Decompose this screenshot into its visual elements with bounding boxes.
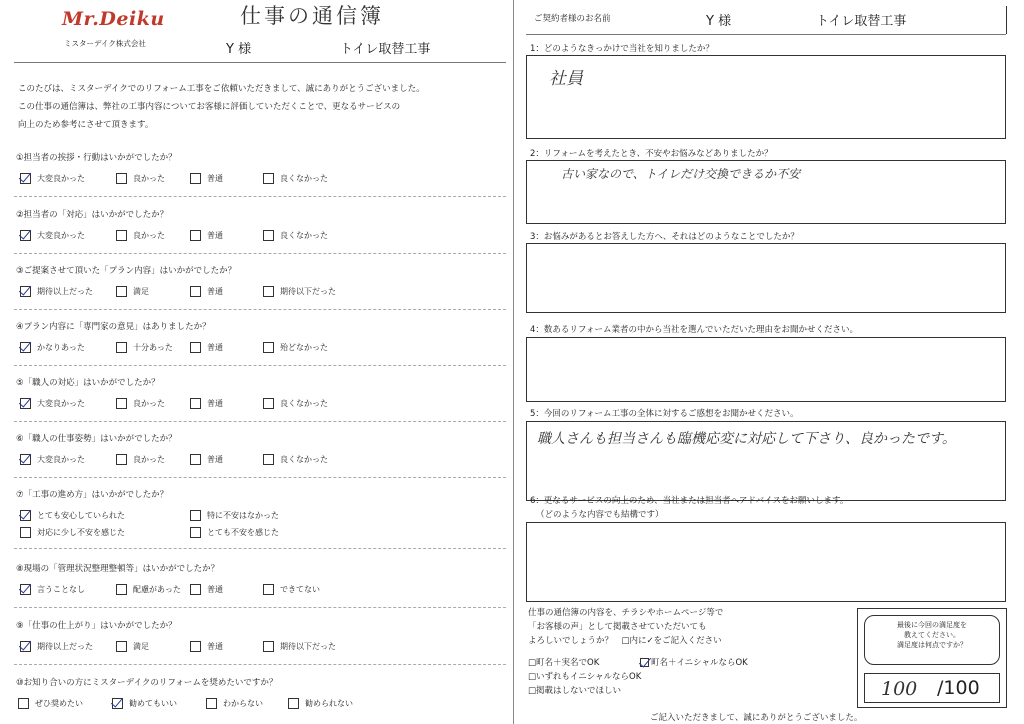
consent-option-2-checkbox[interactable] <box>640 658 649 667</box>
answer-option[interactable] <box>116 342 173 353</box>
answer-option-label: とても不安を感じた <box>207 528 279 537</box>
answer-option[interactable] <box>263 173 328 184</box>
answer-option[interactable] <box>190 527 279 538</box>
answer-option[interactable] <box>206 698 263 709</box>
question-4: 4：数あるリフォーム業者の中から当社を選んでいただいた理由をお聞かせください。 <box>530 325 858 335</box>
question-separator <box>14 607 506 608</box>
score-note-line: 最後に今回の満足度を <box>897 621 967 629</box>
answer-option-label: 大変良かった <box>37 174 85 183</box>
answer-option[interactable] <box>116 641 149 652</box>
checkbox[interactable] <box>18 698 29 709</box>
company-name: ミスターデイク株式会社 <box>64 39 146 48</box>
question-separator <box>14 548 506 549</box>
question-separator <box>14 253 506 254</box>
checkbox[interactable] <box>20 584 31 595</box>
checkbox[interactable] <box>190 173 201 184</box>
answer-option-label: 良かった <box>133 399 165 408</box>
answer-2-handwriting: 古い家なので、トイレだけ交換できるか不安 <box>561 167 801 181</box>
checkbox[interactable] <box>20 527 31 538</box>
thank-you-footer: ご記入いただきまして、誠にありがとうございました。 <box>650 713 863 723</box>
checkbox[interactable] <box>116 342 127 353</box>
center-divider <box>513 0 514 724</box>
checkbox[interactable] <box>190 527 201 538</box>
contract-work: トイレ取替工事 <box>816 14 907 29</box>
contract-name: Y 様 <box>706 14 732 29</box>
work-name: トイレ取替工事 <box>340 42 431 57</box>
checkbox[interactable] <box>116 584 127 595</box>
answer-option-label: 特に不安はなかった <box>207 511 279 520</box>
checkbox[interactable] <box>190 342 201 353</box>
contract-underline <box>526 34 1006 35</box>
answer-box-1[interactable] <box>526 55 1006 139</box>
answer-option-label: 良くなかった <box>280 231 328 240</box>
checkbox[interactable] <box>20 641 31 652</box>
checkbox[interactable] <box>263 641 274 652</box>
consent-option-2[interactable] <box>640 656 748 668</box>
answer-1-handwriting: 社員 <box>549 69 583 89</box>
question-3: 3：お悩みがあるとお答えした方へ、それはどのようなことでしたか？ <box>530 232 799 242</box>
checkbox[interactable] <box>116 230 127 241</box>
checkbox[interactable] <box>20 454 31 465</box>
consent-option-3[interactable]: □いずれもイニシャルならOK <box>528 672 642 682</box>
answer-option-label: 普通 <box>207 343 223 352</box>
answer-option-label: 普通 <box>207 455 223 464</box>
answer-option-label: 良くなかった <box>280 455 328 464</box>
answer-option-label: 大変良かった <box>37 231 85 240</box>
question-4: ④プラン内容に「専門家の意見」はありましたか？ <box>16 322 211 332</box>
checkbox[interactable] <box>20 510 31 521</box>
question-1: ①担当者の挨拶・行動はいかがでしたか？ <box>16 153 177 163</box>
question-separator <box>14 365 506 366</box>
satisfaction-score-box <box>857 608 1007 708</box>
question-separator <box>14 477 506 478</box>
answer-option-label: 良かった <box>133 174 165 183</box>
answer-option[interactable] <box>190 454 223 465</box>
answer-option[interactable] <box>263 398 328 409</box>
question-separator <box>14 664 506 665</box>
answer-option[interactable] <box>263 342 328 353</box>
checkbox[interactable] <box>112 698 123 709</box>
consent-line: よろしいでしょうか？ □内に✓をご記入ください <box>528 636 722 646</box>
checkbox[interactable] <box>116 173 127 184</box>
consent-line: 仕事の通信簿の内容を、チラシやホームページ等で <box>528 608 724 618</box>
score-note-line: 教えてください。 <box>904 631 960 639</box>
answer-option[interactable] <box>263 230 328 241</box>
answer-option[interactable] <box>190 584 223 595</box>
answer-option-label: 満足 <box>133 642 149 651</box>
score-speech-bubble <box>864 615 1000 665</box>
checkbox[interactable] <box>190 286 201 297</box>
checkbox[interactable] <box>20 173 31 184</box>
answer-box-6[interactable] <box>526 522 1006 602</box>
checkbox[interactable] <box>288 698 299 709</box>
answer-option[interactable] <box>20 641 93 652</box>
score-field[interactable] <box>864 673 1000 703</box>
answer-option-label: 期待以下だった <box>280 642 336 651</box>
answer-option-label: 期待以上だった <box>37 287 93 296</box>
checkbox[interactable] <box>116 641 127 652</box>
intro-line: 向上のため参考にさせて頂きます。 <box>18 120 154 130</box>
answer-box-2[interactable] <box>526 160 1006 224</box>
score-note-line: 満足度は何点ですか？ <box>897 641 967 649</box>
answer-option-label: ぜひ奨めたい <box>35 699 83 708</box>
answer-option[interactable] <box>263 286 336 297</box>
checkbox[interactable] <box>206 698 217 709</box>
answer-option[interactable] <box>116 286 149 297</box>
answer-5-handwriting: 職人さんも担当さんも臨機応変に対応して下さり、良かったです。 <box>537 431 956 447</box>
answer-option-label: できてない <box>280 585 320 594</box>
customer-name: Y 様 <box>226 42 252 57</box>
answer-option[interactable] <box>190 230 223 241</box>
answer-option-label: 普通 <box>207 585 223 594</box>
answer-option-label: 普通 <box>207 642 223 651</box>
answer-option-label: 十分あった <box>133 343 173 352</box>
answer-option[interactable] <box>20 173 85 184</box>
checkbox[interactable] <box>20 342 31 353</box>
checkbox[interactable] <box>263 454 274 465</box>
answer-option[interactable] <box>190 286 223 297</box>
question-5: ⑤「職人の対応」はいかがでしたか？ <box>16 378 160 388</box>
answer-option-label: 言うことなし <box>37 585 85 594</box>
checkbox[interactable] <box>20 230 31 241</box>
answer-option[interactable] <box>190 510 279 521</box>
consent-option-1[interactable]: □町名＋実名でOK <box>528 658 600 668</box>
question-1: 1：どのようなきっかけで当社を知りましたか？ <box>530 44 714 54</box>
intro-line: この仕事の通信簿は、弊社の工事内容についてお客様に評価していただくことで、更なるサービスの <box>18 102 401 112</box>
answer-option[interactable] <box>190 398 223 409</box>
question-6: ⑥「職人の仕事姿勢」はいかがでしたか？ <box>16 434 177 444</box>
contract-label: ご契約者様のお名前 <box>534 14 611 24</box>
answer-option-label: 勧めてもいい <box>129 699 177 708</box>
page-title: 仕事の通信簿 <box>240 4 384 28</box>
question-10: ⑩お知り合いの方にミスターデイクのリフォームを奨めたいですか？ <box>16 678 278 688</box>
question-separator <box>14 196 506 197</box>
question-6-note: （どのような内容でも結構です） <box>536 510 664 520</box>
checkbox[interactable] <box>263 173 274 184</box>
answer-option[interactable] <box>288 698 353 709</box>
answer-option-label: 対応に少し不安を感じた <box>37 528 125 537</box>
score-handwriting: 100 <box>881 678 918 700</box>
checkbox[interactable] <box>190 398 201 409</box>
answer-option[interactable] <box>190 173 223 184</box>
checkbox[interactable] <box>116 398 127 409</box>
checkbox[interactable] <box>263 230 274 241</box>
answer-option[interactable] <box>20 342 85 353</box>
checkbox[interactable] <box>190 584 201 595</box>
answer-option[interactable] <box>116 230 165 241</box>
header-underline <box>14 62 506 63</box>
consent-line: 「お客様の声」として掲載させていただいても <box>528 622 707 632</box>
answer-option[interactable] <box>190 342 223 353</box>
answer-option-label: 大変良かった <box>37 455 85 464</box>
checkbox[interactable] <box>263 398 274 409</box>
answer-option[interactable] <box>20 510 125 521</box>
question-3: ③ご提案させて頂いた「プラン内容」はいかがでしたか？ <box>16 266 237 276</box>
answer-option-label: 普通 <box>207 287 223 296</box>
checkbox[interactable] <box>190 641 201 652</box>
answer-option-label: 良くなかった <box>280 399 328 408</box>
consent-option-2-label: 町名＋イニシャルならOK <box>651 658 748 668</box>
question-2: ②担当者の「対応」はいかがでしたか？ <box>16 210 169 220</box>
answer-option[interactable] <box>263 584 320 595</box>
checkbox[interactable] <box>190 230 201 241</box>
answer-box-4[interactable] <box>526 337 1006 402</box>
question-separator <box>14 309 506 310</box>
answer-option-label: かなりあった <box>37 343 85 352</box>
answer-option[interactable] <box>116 454 165 465</box>
answer-option-label: 普通 <box>207 174 223 183</box>
answer-option[interactable] <box>263 641 336 652</box>
answer-option-label: 配慮があった <box>133 585 181 594</box>
contract-box-edge <box>1006 6 1007 34</box>
checkbox[interactable] <box>190 510 201 521</box>
score-max: /100 <box>937 677 980 699</box>
checkbox[interactable] <box>20 286 31 297</box>
answer-option[interactable] <box>112 698 177 709</box>
answer-option-label: わからない <box>223 699 263 708</box>
answer-option[interactable] <box>190 641 223 652</box>
checkbox[interactable] <box>116 286 127 297</box>
answer-option-label: 大変良かった <box>37 399 85 408</box>
company-logo: Mr.Deiku <box>62 8 165 30</box>
checkbox[interactable] <box>263 342 274 353</box>
answer-option-label: 期待以下だった <box>280 287 336 296</box>
answer-option-label: 普通 <box>207 231 223 240</box>
answer-option-label: 普通 <box>207 399 223 408</box>
answer-option[interactable] <box>20 527 125 538</box>
checkbox[interactable] <box>20 398 31 409</box>
intro-line: このたびは、ミスターデイクでのリフォーム工事をご依頼いただきまして、誠にありがとうございました。 <box>18 84 425 94</box>
answer-option-label: 良かった <box>133 231 165 240</box>
answer-option[interactable] <box>20 286 93 297</box>
answer-option-label: 期待以上だった <box>37 642 93 651</box>
question-2: 2：リフォームを考えたとき、不安やお悩みなどありましたか？ <box>530 149 773 159</box>
answer-option[interactable] <box>20 398 85 409</box>
answer-option[interactable] <box>116 398 165 409</box>
answer-option[interactable] <box>20 454 85 465</box>
checkbox[interactable] <box>263 286 274 297</box>
answer-option-label: 良かった <box>133 455 165 464</box>
answer-option[interactable] <box>18 698 83 709</box>
intro-text <box>18 80 488 134</box>
checkbox[interactable] <box>263 584 274 595</box>
answer-option[interactable] <box>116 173 165 184</box>
answer-box-3[interactable] <box>526 243 1006 313</box>
consent-option-4[interactable]: □掲載はしないでほしい <box>528 686 622 696</box>
question-5: 5：今回のリフォーム工事の全体に対するご感想をお聞かせください。 <box>530 409 799 419</box>
checkbox[interactable] <box>116 454 127 465</box>
question-6: 6：更なるサービスの向上のため、当社または担当者へアドバイスをお願いします。 <box>530 496 849 506</box>
checkbox[interactable] <box>190 454 201 465</box>
question-9: ⑨「仕事の仕上がり」はいかがでしたか？ <box>16 621 177 631</box>
question-7: ⑦「工事の進め方」はいかがでしたか？ <box>16 490 169 500</box>
answer-option[interactable] <box>20 584 85 595</box>
answer-option-label: 満足 <box>133 287 149 296</box>
answer-option[interactable] <box>263 454 328 465</box>
answer-option[interactable] <box>116 584 181 595</box>
answer-option-label: 勧められない <box>305 699 353 708</box>
question-separator <box>14 421 506 422</box>
answer-box-5[interactable] <box>526 421 1006 501</box>
answer-option-label: 良くなかった <box>280 174 328 183</box>
answer-option-label: とても安心していられた <box>37 511 125 520</box>
question-8: ⑧現場の「管理状況整理整頓等」はいかがでしたか？ <box>16 564 220 574</box>
answer-option[interactable] <box>20 230 85 241</box>
answer-option-label: 殆どなかった <box>280 343 328 352</box>
